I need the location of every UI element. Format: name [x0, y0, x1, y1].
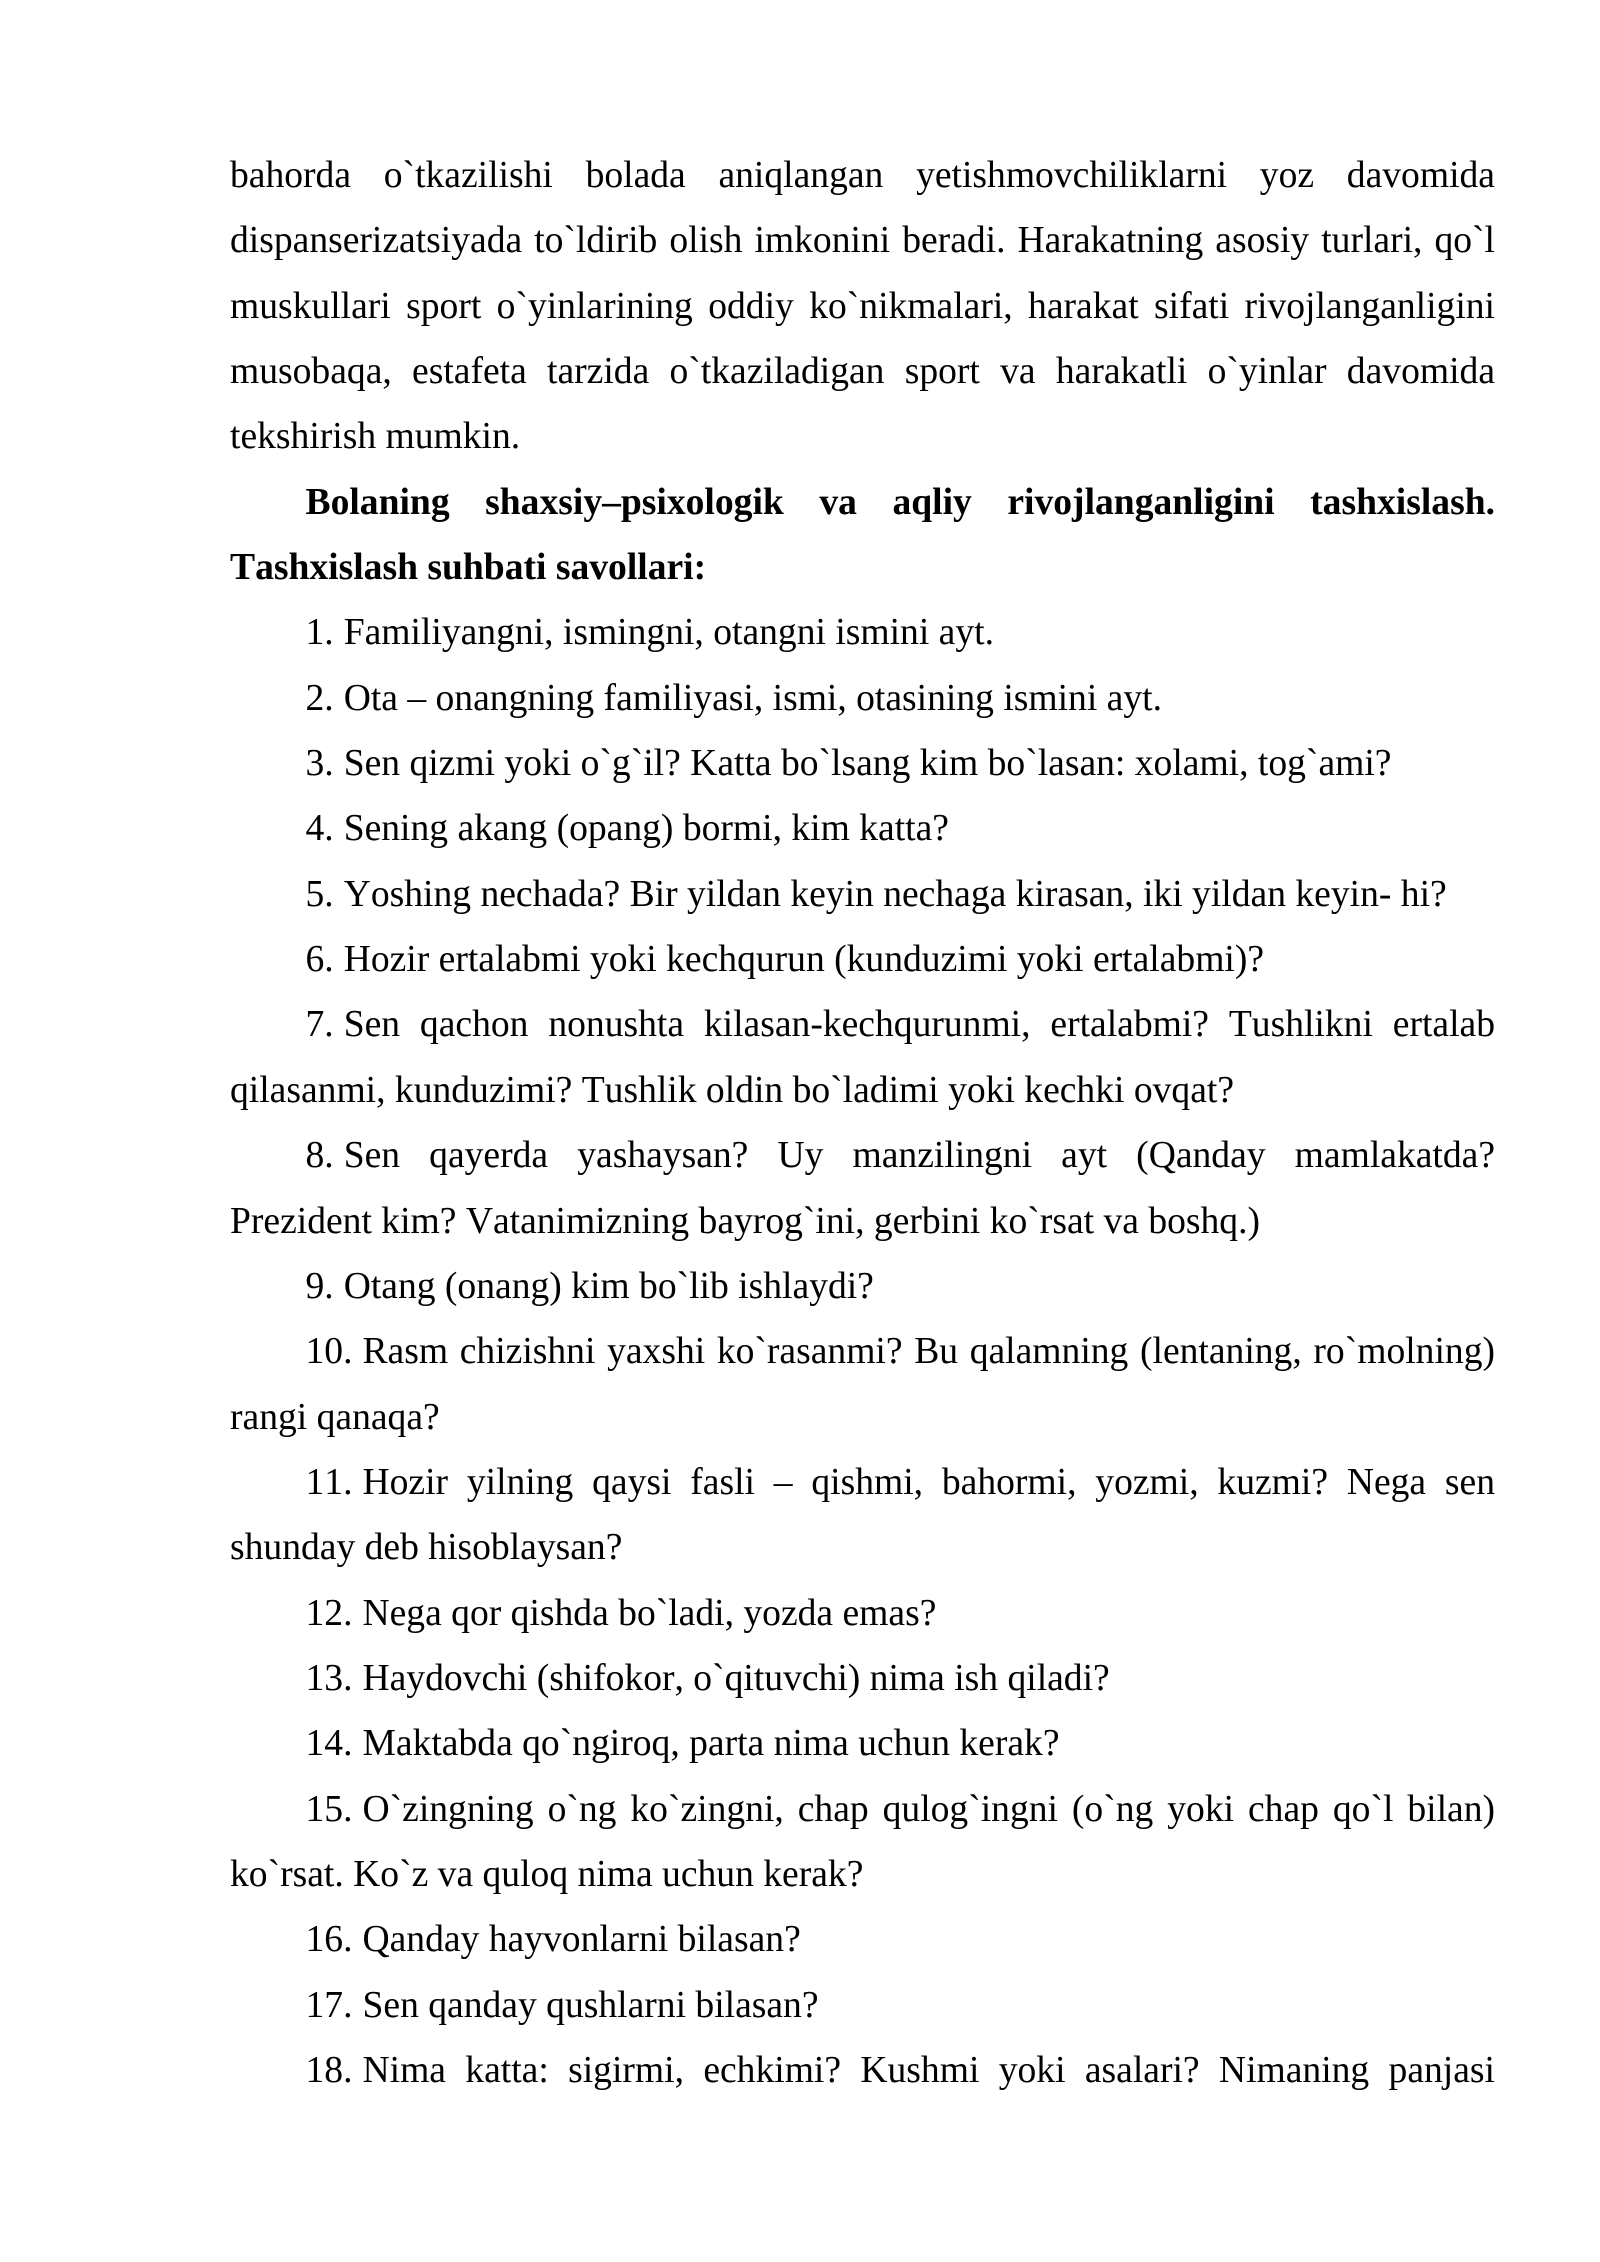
question-item: [230, 1319, 1495, 1450]
question-text: Nega qor qishda bo`ladi, yozda emas?: [362, 1592, 937, 1634]
question-line: [230, 1123, 1495, 1188]
question-item: [230, 796, 1495, 861]
text-column: [230, 143, 1495, 2103]
question-text: Sen qanday qushlarni bilasan?: [362, 1984, 819, 2026]
question-item: [230, 2038, 1495, 2103]
question-line: [230, 1515, 1495, 1580]
heading-line: [230, 470, 1495, 535]
question-text: O`zingning o`ng ko`zingni, chap qulog`ingni (o`ng yoki chap qo`l bilan): [362, 1788, 1495, 1830]
question-text: qilasanmi, kunduzimi? Tushlik oldin bo`ladimi yoki kechki ovqat?: [230, 1069, 1235, 1111]
question-line: [230, 600, 1495, 665]
question-text: shunday deb hisoblaysan?: [230, 1527, 623, 1569]
question-item: [230, 666, 1495, 731]
question-line: [230, 1058, 1495, 1123]
line-text: tekshirish mumkin.: [230, 416, 521, 458]
question-text: Ota – onangning familiyasi, ismi, otasining ismini ayt.: [343, 677, 1162, 719]
line-text: musobaqa, estafeta tarzida o`tkaziladigan sport va harakatli o`yinlar davomida: [230, 351, 1495, 393]
question-line: [230, 796, 1495, 861]
question-number: 8.: [305, 1135, 334, 1177]
question-line: [230, 1319, 1495, 1384]
question-line: [230, 1711, 1495, 1776]
paragraph-line: [230, 339, 1495, 404]
question-line: [230, 2038, 1495, 2103]
question-text: rangi qanaqa?: [230, 1396, 440, 1438]
question-line: [230, 1385, 1495, 1450]
question-number: 9.: [305, 1265, 334, 1307]
question-number: 13.: [305, 1657, 353, 1699]
question-line: [230, 992, 1495, 1057]
paragraph-line: [230, 143, 1495, 208]
paragraph-line: [230, 274, 1495, 339]
question-item: [230, 992, 1495, 1123]
question-number: 5.: [305, 873, 334, 915]
question-text: Otang (onang) kim bo`lib ishlaydi?: [343, 1265, 874, 1307]
question-number: 15.: [305, 1788, 353, 1830]
heading-text: Bolaning shaxsiy–psixologik va aqliy rivojlanganligini tashxislash.: [305, 481, 1495, 523]
question-number: 4.: [305, 808, 334, 850]
question-text: Sen qizmi yoki o`g`il? Katta bo`lsang kim bo`lasan: xolami, tog`ami?: [343, 743, 1392, 785]
question-number: 1.: [305, 612, 334, 654]
question-line: [230, 862, 1495, 927]
heading-line: [230, 535, 1495, 600]
question-text: Maktabda qo`ngiroq, parta nima uchun kerak?: [362, 1723, 1060, 1765]
heading-text: Tashxislash suhbati savollari:: [230, 547, 707, 589]
question-item: [230, 600, 1495, 665]
question-number: 18.: [305, 2049, 353, 2091]
question-number: 2.: [305, 677, 334, 719]
question-line: [230, 1907, 1495, 1972]
question-text: ko`rsat. Ko`z va quloq nima uchun kerak?: [230, 1853, 864, 1895]
line-text: muskullari sport o`yinlarining oddiy ko`nikmalari, harakat sifati rivojlanganligini: [230, 285, 1495, 327]
question-item: [230, 1777, 1495, 1908]
question-item: [230, 1646, 1495, 1711]
question-number: 12.: [305, 1592, 353, 1634]
question-line: [230, 927, 1495, 992]
question-text: Yoshing nechada? Bir yildan keyin nechaga kirasan, iki yildan keyin- hi?: [343, 873, 1447, 915]
question-number: 10.: [305, 1331, 353, 1373]
question-number: 7.: [305, 1004, 334, 1046]
question-text: Sen qachon nonushta kilasan-kechqurunmi, ertalabmi? Tushlikni ertalab: [343, 1004, 1495, 1046]
question-line: [230, 1189, 1495, 1254]
question-list: [230, 600, 1495, 2103]
question-item: [230, 927, 1495, 992]
question-line: [230, 1254, 1495, 1319]
question-text: Qanday hayvonlarni bilasan?: [362, 1919, 801, 1961]
question-item: [230, 731, 1495, 796]
question-line: [230, 1777, 1495, 1842]
question-number: 11.: [305, 1461, 353, 1503]
section-heading: [230, 470, 1495, 601]
question-number: 17.: [305, 1984, 353, 2026]
question-line: [230, 731, 1495, 796]
question-number: 3.: [305, 743, 334, 785]
line-text: bahorda o`tkazilishi bolada aniqlangan yetishmovchiliklarni yoz davomida: [230, 155, 1495, 196]
question-text: Prezident kim? Vatanimizning bayrog`ini, gerbini ko`rsat va boshq.): [230, 1200, 1261, 1242]
question-line: [230, 1973, 1495, 2038]
question-text: Sening akang (opang) bormi, kim katta?: [343, 808, 949, 850]
question-item: [230, 1254, 1495, 1319]
question-text: Nima katta: sigirmi, echkimi? Kushmi yoki asalari? Nimaning panjasi: [362, 2049, 1495, 2091]
question-text: Hozir ertalabmi yoki kechqurun (kunduzimi yoki ertalabmi)?: [343, 939, 1265, 981]
question-text: Haydovchi (shifokor, o`qituvchi) nima ish qiladi?: [362, 1657, 1110, 1699]
question-number: 16.: [305, 1919, 353, 1961]
line-text: dispanserizatsiyada to`ldirib olish imkonini beradi. Harakatning asosiy turlari, qo`l: [230, 220, 1495, 262]
paragraph-line: [230, 404, 1495, 469]
question-number: 14.: [305, 1723, 353, 1765]
question-line: [230, 1842, 1495, 1907]
question-line: [230, 1646, 1495, 1711]
question-item: [230, 1450, 1495, 1581]
question-item: [230, 862, 1495, 927]
question-line: [230, 666, 1495, 731]
question-item: [230, 1907, 1495, 1972]
question-item: [230, 1711, 1495, 1776]
question-text: Sen qayerda yashaysan? Uy manzilingni ayt (Qanday mamlakatda?: [343, 1135, 1495, 1177]
question-text: Hozir yilning qaysi fasli – qishmi, bahormi, yozmi, kuzmi? Nega sen: [362, 1461, 1495, 1503]
question-line: [230, 1450, 1495, 1515]
question-number: 6.: [305, 939, 334, 981]
question-item: [230, 1123, 1495, 1254]
question-item: [230, 1581, 1495, 1646]
paragraph-line: [230, 208, 1495, 273]
question-text: Rasm chizishni yaxshi ko`rasanmi? Bu qalamning (lentaning, ro`molning): [362, 1331, 1495, 1373]
question-text: Familiyangni, ismingni, otangni ismini ayt.: [343, 612, 994, 654]
intro-paragraph: [230, 143, 1495, 470]
question-line: [230, 1581, 1495, 1646]
question-item: [230, 1973, 1495, 2038]
